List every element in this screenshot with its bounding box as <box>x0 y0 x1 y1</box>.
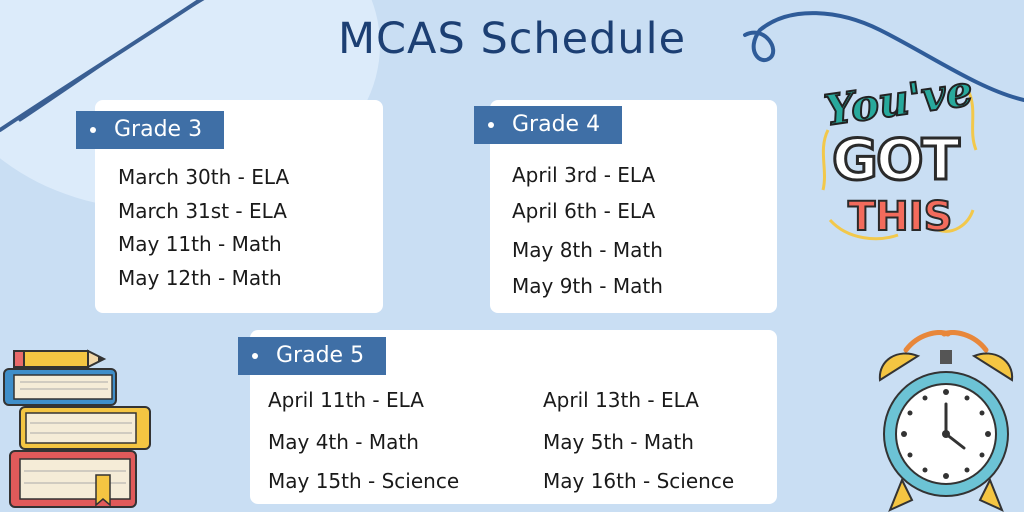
grade3-item: March 31st - ELA <box>118 199 287 223</box>
badge-line1: You've <box>821 65 976 136</box>
bullet-icon <box>252 353 258 359</box>
bullet-icon <box>90 127 96 133</box>
grade4-item: May 9th - Math <box>512 274 663 298</box>
bullet-icon <box>488 122 494 128</box>
grade4-item: May 8th - Math <box>512 238 663 262</box>
badge-line2: GOT <box>832 128 958 193</box>
grade4-item: April 6th - ELA <box>512 199 656 223</box>
books-stack-icon <box>0 345 160 512</box>
grade5-tag <box>238 337 386 375</box>
pencil-icon <box>14 351 104 367</box>
grade5-left-item: April 11th - ELA <box>268 388 424 412</box>
grade5-right-item: May 16th - Science <box>543 469 735 493</box>
grade3-tag <box>76 111 224 149</box>
grade5-label: Grade 5 <box>276 343 365 368</box>
grade5-right-item: April 13th - ELA <box>543 388 699 412</box>
alarm-clock-icon <box>868 330 1024 512</box>
youve-got-this-badge <box>818 65 978 250</box>
grade4-tag <box>474 106 622 144</box>
grade3-item: May 11th - Math <box>118 232 282 256</box>
grade3-item: May 12th - Math <box>118 266 282 290</box>
grade3-label: Grade 3 <box>114 117 203 142</box>
grade4-item: April 3rd - ELA <box>512 163 656 187</box>
grade5-left-item: May 4th - Math <box>268 430 419 454</box>
page-title: MCAS Schedule <box>337 14 687 64</box>
grade5-left-item: May 15th - Science <box>268 469 460 493</box>
grade5-right-item: May 5th - Math <box>543 430 694 454</box>
grade3-item: March 30th - ELA <box>118 165 290 189</box>
badge-line3: THIS <box>848 194 953 240</box>
grade4-label: Grade 4 <box>512 112 601 137</box>
